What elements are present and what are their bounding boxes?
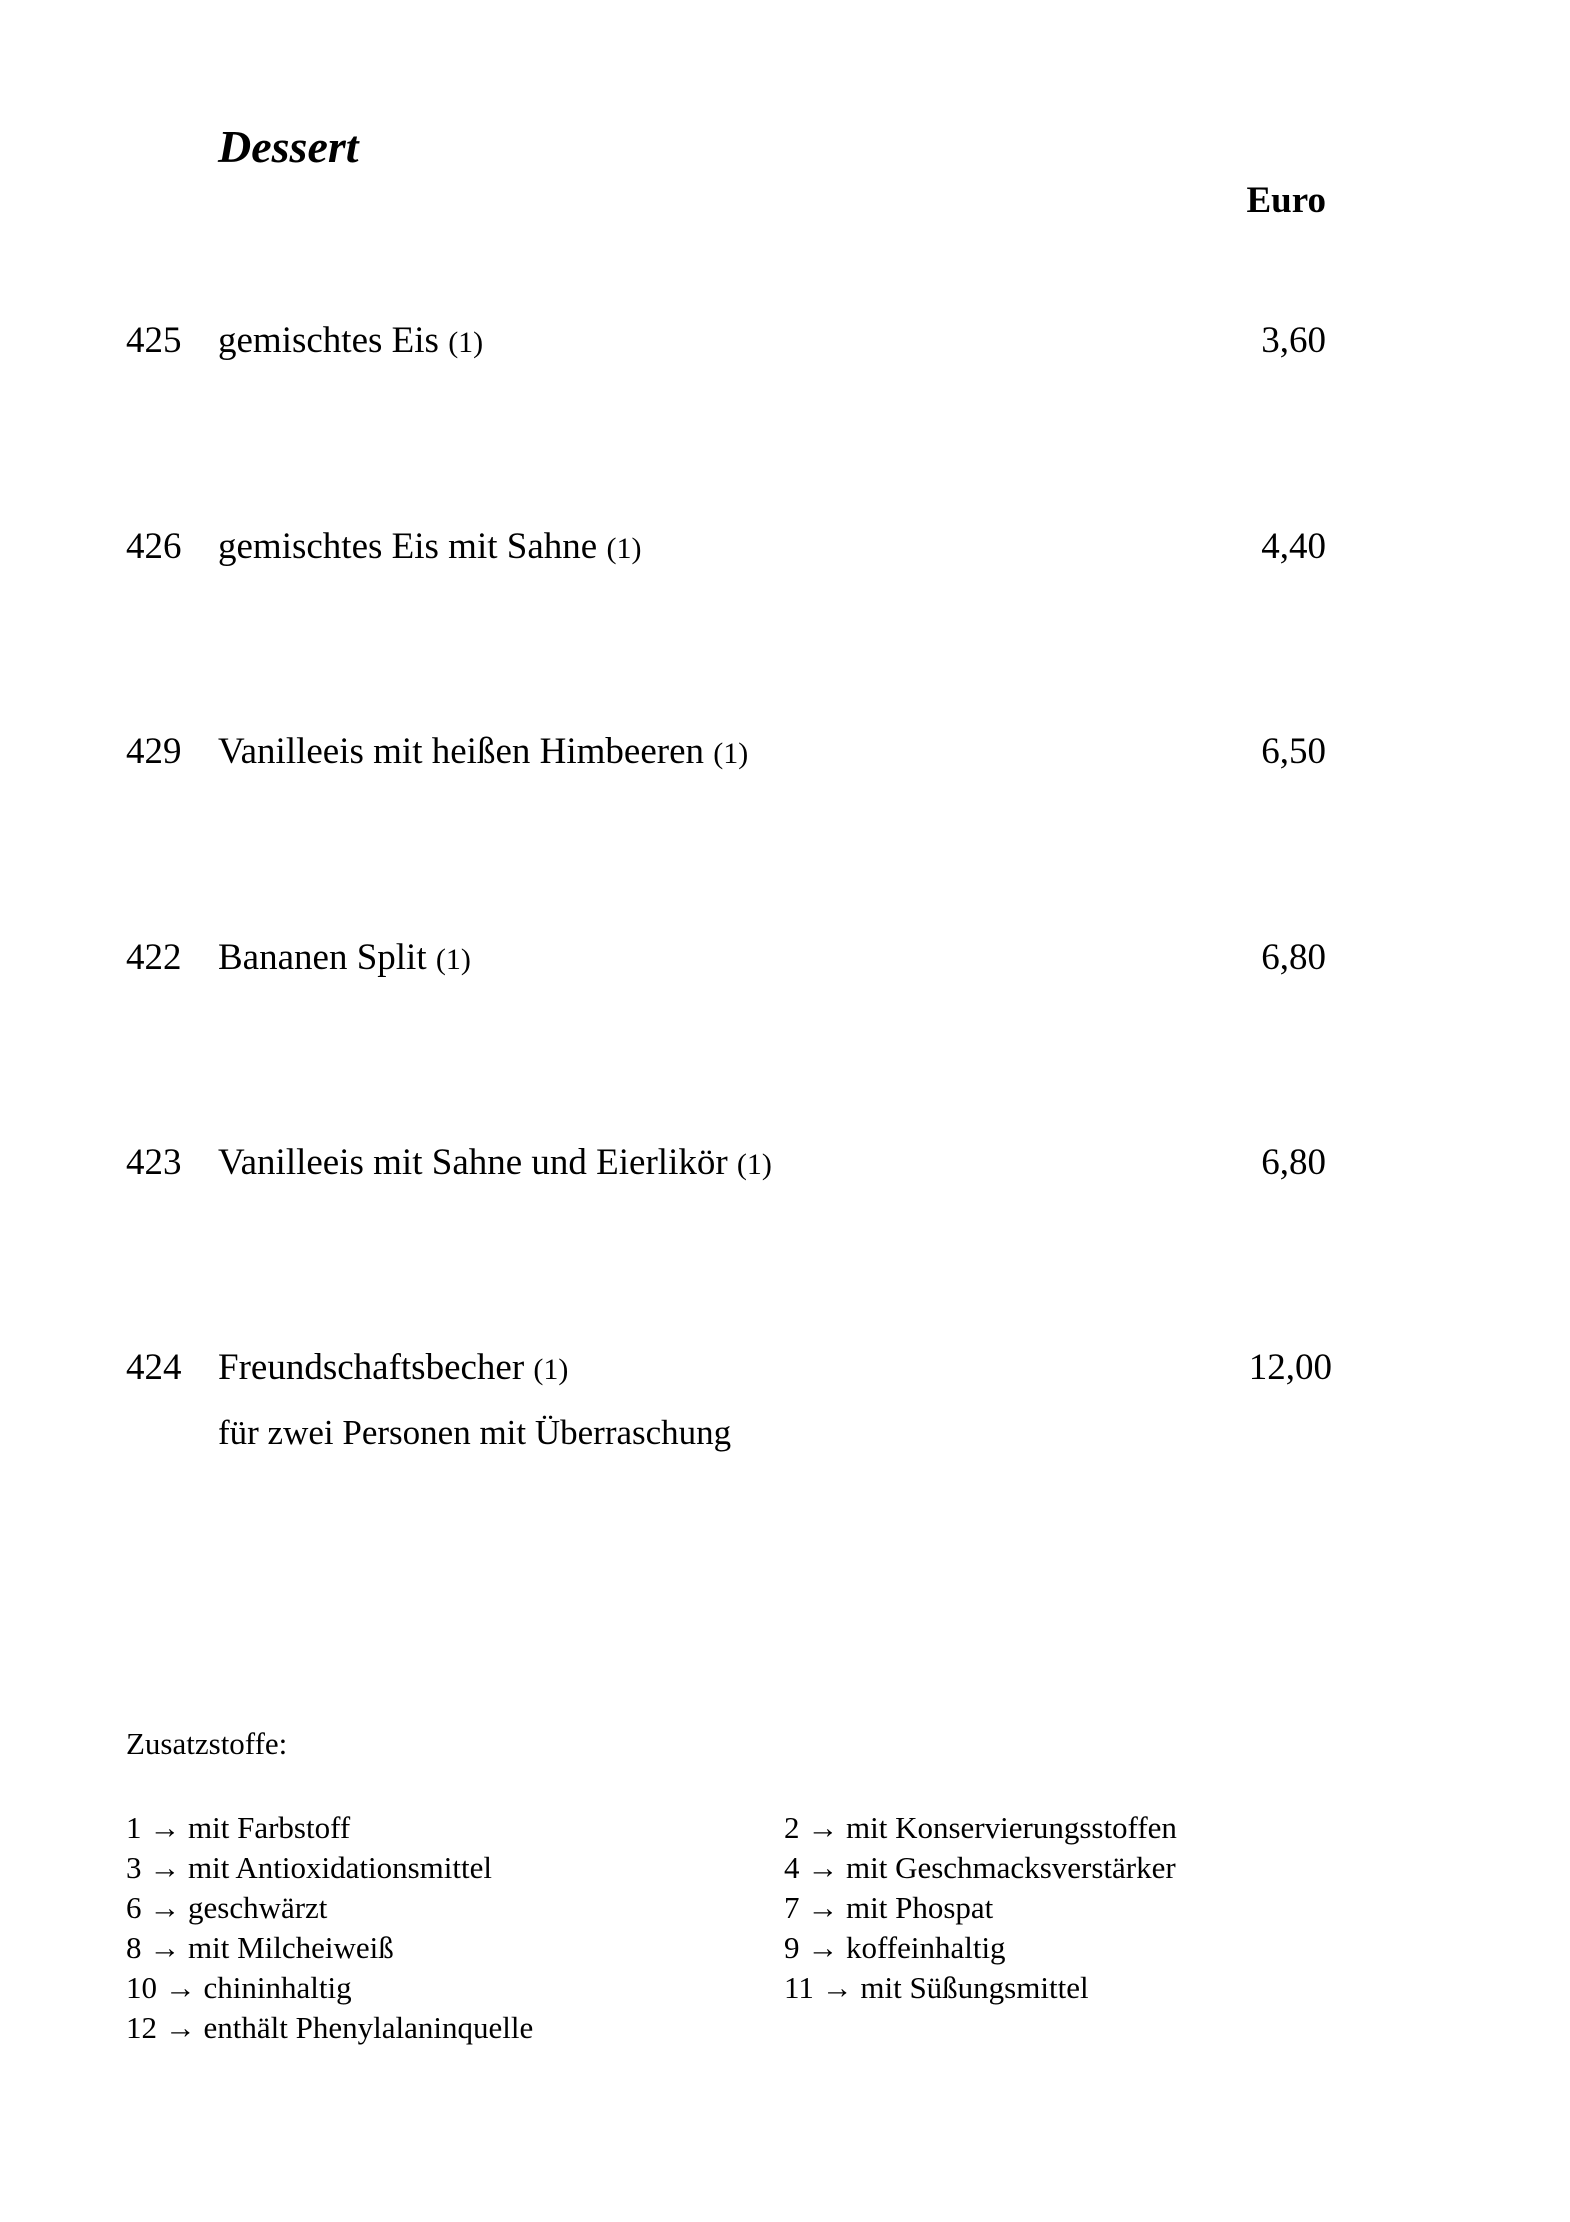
- additives-heading: Zusatzstoffe:: [126, 1726, 288, 1761]
- item-description: für zwei Personen mit Überraschung: [218, 1413, 732, 1452]
- item-name-text: Bananen Split: [218, 937, 427, 978]
- item-additive: (1): [736, 1148, 772, 1181]
- item-name-text: Vanilleeis mit heißen Himbeeren: [218, 731, 704, 772]
- item-number: 424: [126, 1347, 182, 1388]
- item-number: 429: [126, 731, 182, 772]
- additives-list-right: [784, 1808, 1177, 2008]
- item-additive: (1): [448, 326, 484, 359]
- item-number: 423: [126, 1142, 182, 1183]
- item-price: 6,80: [1261, 937, 1326, 978]
- item-price: 3,60: [1261, 320, 1326, 361]
- item-price: 6,50: [1261, 731, 1326, 772]
- additives-list-left: [126, 1808, 533, 2048]
- menu-item: [0, 322, 1570, 382]
- page-title: Dessert: [218, 121, 359, 172]
- item-price: 12,00: [1248, 1347, 1332, 1388]
- item-name: [218, 528, 641, 565]
- item-additive: (1): [435, 943, 471, 976]
- item-additive: (1): [606, 532, 642, 565]
- menu-item: [0, 939, 1570, 999]
- additive-entry: 9 → koffeinhaltig: [784, 1930, 1006, 1965]
- additive-entry: 8 → mit Milcheiweiß: [126, 1930, 394, 1965]
- additive-entry: 4 → mit Geschmacksverstärker: [784, 1850, 1176, 1885]
- menu-item: [0, 528, 1570, 588]
- menu-item: [0, 733, 1570, 793]
- item-name: [218, 1349, 568, 1386]
- item-number: 426: [126, 526, 182, 567]
- item-additive: (1): [533, 1353, 569, 1386]
- currency-header: Euro: [1246, 180, 1326, 221]
- menu-item: [0, 1144, 1570, 1204]
- item-additive: (1): [713, 737, 749, 770]
- item-name-text: Vanilleeis mit Sahne und Eierlikör: [218, 1142, 728, 1183]
- additive-entry: 2 → mit Konservierungsstoffen: [784, 1810, 1177, 1845]
- additive-entry: 7 → mit Phospat: [784, 1890, 994, 1925]
- item-name-text: gemischtes Eis mit Sahne: [218, 526, 598, 567]
- item-price: 6,80: [1261, 1142, 1326, 1183]
- additive-entry: 3 → mit Antioxidationsmittel: [126, 1850, 492, 1885]
- item-name: [218, 322, 483, 359]
- additive-entry: 6 → geschwärzt: [126, 1890, 328, 1925]
- item-number: 422: [126, 937, 182, 978]
- additive-entry: 11 → mit Süßungsmittel: [784, 1970, 1089, 2005]
- additive-entry: 12 → enthält Phenylalaninquelle: [126, 2010, 534, 2045]
- item-number: 425: [126, 320, 182, 361]
- item-name: [218, 733, 748, 770]
- item-name: [218, 939, 471, 976]
- menu-item: [0, 1349, 1570, 1459]
- item-name-text: gemischtes Eis: [218, 320, 439, 361]
- additive-entry: 1 → mit Farbstoff: [126, 1810, 351, 1845]
- item-name: [218, 1144, 772, 1181]
- item-price: 4,40: [1261, 526, 1326, 567]
- additive-entry: 10 → chininhaltig: [126, 1970, 352, 2005]
- item-name-text: Freundschaftsbecher: [218, 1347, 525, 1388]
